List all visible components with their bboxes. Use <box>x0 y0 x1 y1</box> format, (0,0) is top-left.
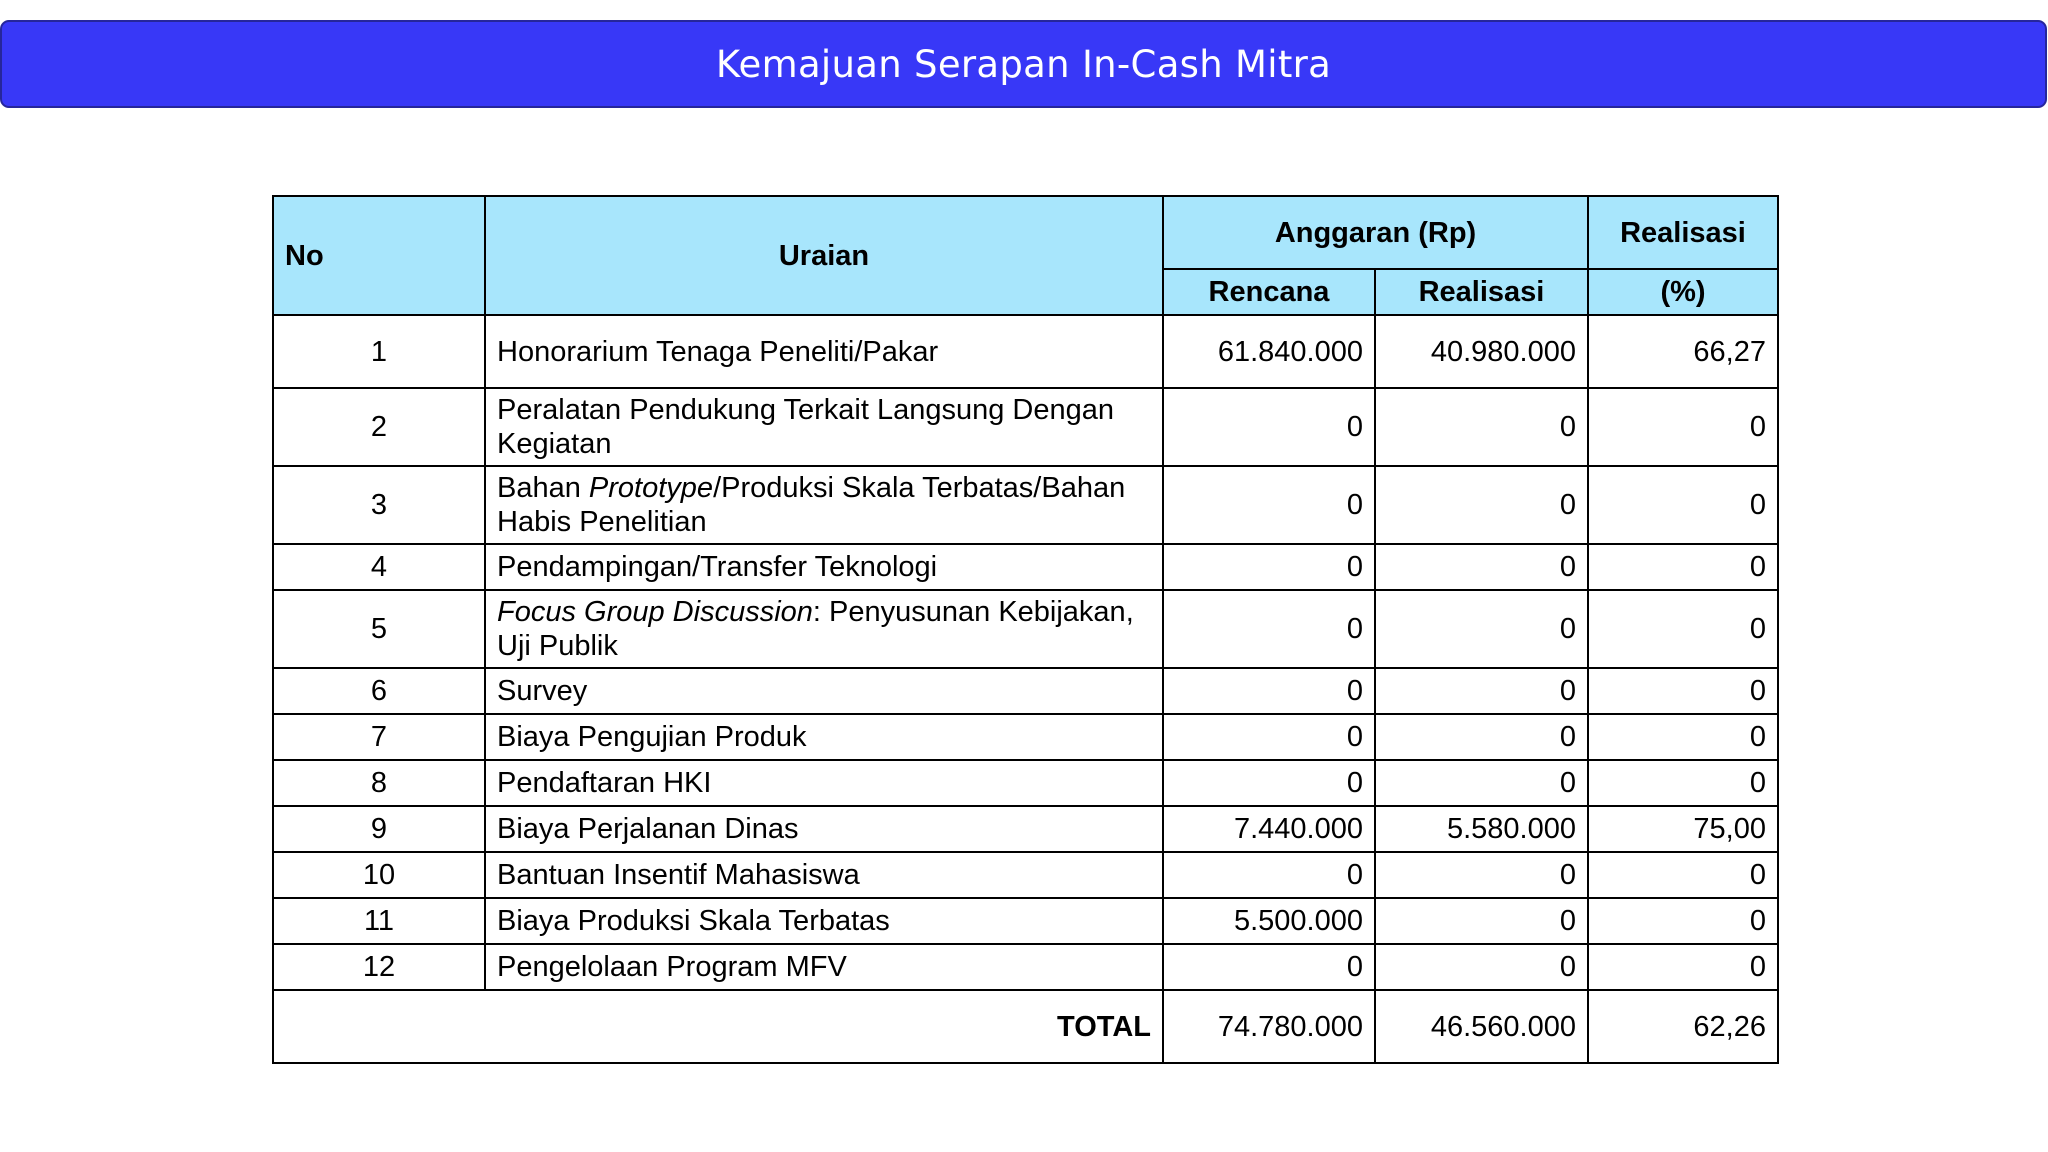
cell-rencana: 0 <box>1163 668 1375 714</box>
cell-uraian: Biaya Perjalanan Dinas <box>485 806 1163 852</box>
cell-realisasi: 0 <box>1375 760 1588 806</box>
table-row <box>273 714 1778 760</box>
page-title: Kemajuan Serapan In-Cash Mitra <box>715 42 1332 86</box>
table-row <box>273 668 1778 714</box>
title-bar <box>0 20 2047 108</box>
cell-uraian-text: /Produksi Skala Terbatas/Bahan Habis Penelitian <box>497 472 1126 538</box>
cell-rencana: 7.440.000 <box>1163 806 1375 852</box>
table-row <box>273 466 1778 544</box>
cell-uraian: Pendaftaran HKI <box>485 760 1163 806</box>
cell-realisasi: 40.980.000 <box>1375 315 1588 388</box>
cell-uraian-text: Bahan <box>497 472 589 504</box>
cell-persen: 0 <box>1588 668 1778 714</box>
header-row-top <box>273 196 1778 269</box>
cell-no: 12 <box>273 944 485 990</box>
total-label: TOTAL <box>273 990 1163 1063</box>
cell-persen: 0 <box>1588 388 1778 466</box>
cell-rencana: 0 <box>1163 466 1375 544</box>
cell-rencana: 0 <box>1163 760 1375 806</box>
header-realisasi-percent-bottom: (%) <box>1588 269 1778 315</box>
cell-persen: 75,00 <box>1588 806 1778 852</box>
cell-persen: 0 <box>1588 714 1778 760</box>
cell-persen: 0 <box>1588 944 1778 990</box>
cell-no: 1 <box>273 315 485 388</box>
cell-no: 3 <box>273 466 485 544</box>
total-realisasi: 46.560.000 <box>1375 990 1588 1063</box>
cell-realisasi: 0 <box>1375 466 1588 544</box>
cell-no: 5 <box>273 590 485 668</box>
cell-uraian-italic: Prototype <box>588 472 714 504</box>
total-row <box>273 990 1778 1063</box>
cell-rencana: 0 <box>1163 544 1375 590</box>
table-row <box>273 544 1778 590</box>
cell-persen: 66,27 <box>1588 315 1778 388</box>
header-realisasi-percent-top: Realisasi <box>1588 196 1778 269</box>
cell-uraian-text: : Penyusunan Kebijakan, Uji Publik <box>497 596 1134 662</box>
cell-realisasi: 0 <box>1375 668 1588 714</box>
total-rencana: 74.780.000 <box>1163 990 1375 1063</box>
cell-uraian <box>485 466 1163 544</box>
cell-rencana: 0 <box>1163 944 1375 990</box>
table-row <box>273 388 1778 466</box>
cell-rencana: 0 <box>1163 714 1375 760</box>
cell-persen: 0 <box>1588 590 1778 668</box>
cell-realisasi: 0 <box>1375 714 1588 760</box>
cell-rencana: 0 <box>1163 590 1375 668</box>
table-row <box>273 806 1778 852</box>
header-no: No <box>273 196 485 315</box>
cell-rencana: 5.500.000 <box>1163 898 1375 944</box>
cell-persen: 0 <box>1588 760 1778 806</box>
cell-persen: 0 <box>1588 852 1778 898</box>
cell-realisasi: 0 <box>1375 852 1588 898</box>
cell-uraian: Survey <box>485 668 1163 714</box>
cell-uraian: Pengelolaan Program MFV <box>485 944 1163 990</box>
cell-uraian <box>485 590 1163 668</box>
header-realisasi: Realisasi <box>1375 269 1588 315</box>
cell-uraian: Biaya Pengujian Produk <box>485 714 1163 760</box>
cell-no: 7 <box>273 714 485 760</box>
table-row <box>273 315 1778 388</box>
header-anggaran: Anggaran (Rp) <box>1163 196 1588 269</box>
cell-uraian: Biaya Produksi Skala Terbatas <box>485 898 1163 944</box>
table-row <box>273 760 1778 806</box>
cell-realisasi: 0 <box>1375 544 1588 590</box>
cell-no: 8 <box>273 760 485 806</box>
cell-uraian: Pendampingan/Transfer Teknologi <box>485 544 1163 590</box>
cell-no: 2 <box>273 388 485 466</box>
cell-uraian: Peralatan Pendukung Terkait Langsung Dengan Kegiatan <box>485 388 1163 466</box>
cell-realisasi: 0 <box>1375 898 1588 944</box>
cell-uraian: Honorarium Tenaga Peneliti/Pakar <box>485 315 1163 388</box>
table-row <box>273 590 1778 668</box>
budget-table <box>272 195 1779 1064</box>
cell-no: 4 <box>273 544 485 590</box>
header-rencana: Rencana <box>1163 269 1375 315</box>
cell-persen: 0 <box>1588 544 1778 590</box>
table-row <box>273 898 1778 944</box>
cell-rencana: 0 <box>1163 852 1375 898</box>
cell-no: 6 <box>273 668 485 714</box>
cell-no: 9 <box>273 806 485 852</box>
table-row <box>273 944 1778 990</box>
header-uraian: Uraian <box>485 196 1163 315</box>
cell-no: 11 <box>273 898 485 944</box>
cell-persen: 0 <box>1588 466 1778 544</box>
cell-realisasi: 0 <box>1375 590 1588 668</box>
cell-realisasi: 5.580.000 <box>1375 806 1588 852</box>
cell-uraian: Bantuan Insentif Mahasiswa <box>485 852 1163 898</box>
table-row <box>273 852 1778 898</box>
cell-realisasi: 0 <box>1375 944 1588 990</box>
cell-realisasi: 0 <box>1375 388 1588 466</box>
cell-rencana: 0 <box>1163 388 1375 466</box>
cell-rencana: 61.840.000 <box>1163 315 1375 388</box>
cell-persen: 0 <box>1588 898 1778 944</box>
cell-uraian-italic: Focus Group Discussion <box>497 596 813 628</box>
total-persen: 62,26 <box>1588 990 1778 1063</box>
cell-no: 10 <box>273 852 485 898</box>
